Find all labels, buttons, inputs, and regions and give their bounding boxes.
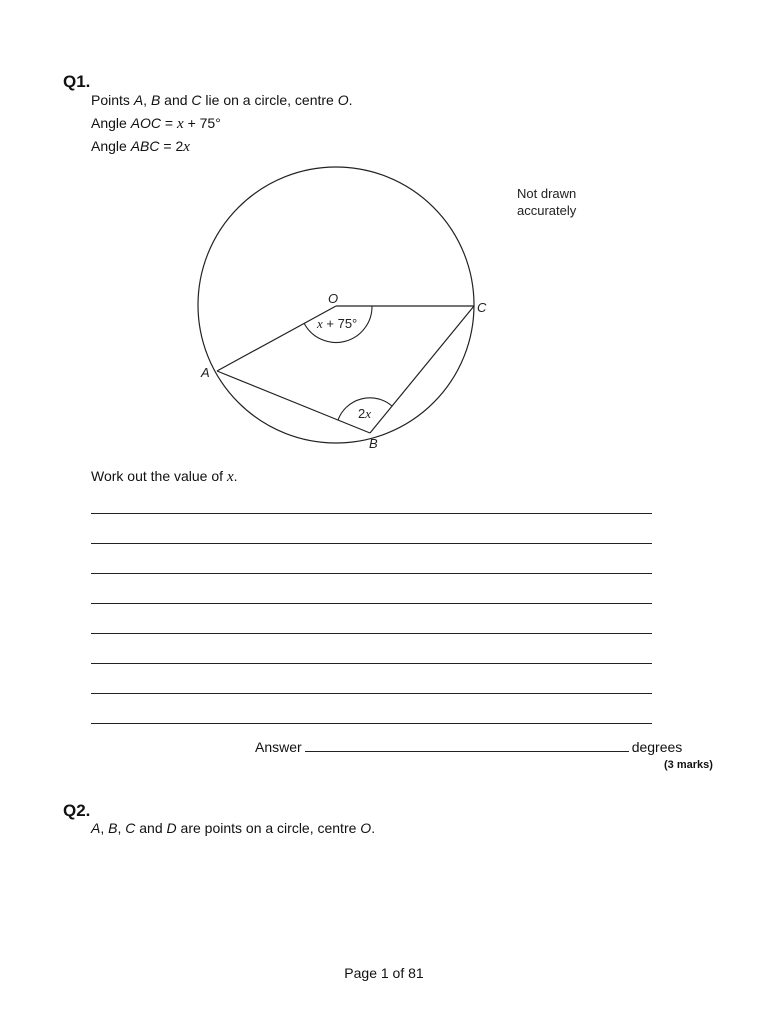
working-line[interactable] — [91, 723, 652, 724]
question-1-label: Q1. — [63, 72, 91, 91]
working-line[interactable] — [91, 573, 652, 574]
working-line[interactable] — [91, 513, 652, 514]
stmt-text: , — [100, 820, 109, 836]
stmt-text: and — [160, 92, 192, 108]
variable-x: x — [317, 316, 323, 331]
equals-sign: = — [161, 115, 178, 131]
not-drawn-note-line1: Not drawn — [517, 186, 577, 201]
answer-label: Answer — [255, 739, 302, 755]
circle-theorem-diagram — [0, 0, 768, 470]
stmt-text: are points on a circle, centre — [176, 820, 361, 836]
q2-statement — [91, 820, 375, 837]
working-line[interactable] — [91, 693, 652, 694]
working-line[interactable] — [91, 663, 652, 664]
variable-x: x — [177, 116, 184, 132]
point-a: A — [91, 820, 101, 836]
stmt-text: . — [348, 92, 353, 108]
point-d: D — [166, 820, 177, 836]
angle-name: ABC — [130, 138, 160, 154]
stmt-text: . — [371, 820, 376, 836]
label-c: C — [477, 300, 487, 315]
stmt-text: , — [143, 92, 151, 108]
point-o: O — [337, 92, 349, 108]
point-o: O — [360, 820, 372, 836]
stmt-text: and — [135, 820, 167, 836]
variable-x: x — [226, 469, 234, 485]
angle-expression: = 2 — [159, 138, 184, 154]
point-a: A — [133, 92, 144, 108]
label-b: B — [369, 436, 378, 451]
q1-marks: (3 marks) — [664, 759, 713, 771]
working-line[interactable] — [91, 633, 652, 634]
angle-prefix: Angle — [91, 138, 131, 154]
point-b: B — [150, 92, 161, 108]
label-o: O — [328, 291, 339, 306]
chord-ab — [217, 371, 370, 433]
point-b: B — [108, 820, 118, 836]
angle-expression: + 75° — [322, 316, 358, 331]
not-drawn-note-line2: accurately — [517, 203, 577, 218]
coefficient: 2 — [358, 406, 366, 421]
answer-field[interactable] — [305, 738, 629, 752]
stmt-text: , — [117, 820, 126, 836]
working-line[interactable] — [91, 603, 652, 604]
prompt-text: Work out the value of — [91, 468, 227, 484]
working-line[interactable] — [91, 543, 652, 544]
answer-unit: degrees — [631, 739, 683, 755]
stmt-text: lie on a circle, centre — [201, 92, 338, 108]
angle-name: AOC — [130, 115, 162, 131]
variable-x: x — [183, 139, 190, 155]
stmt-text: Points — [91, 92, 134, 108]
question-2-label: Q2. — [63, 801, 91, 820]
point-c: C — [125, 820, 136, 836]
angle-expression: + 75° — [183, 115, 221, 131]
angle-prefix: Angle — [91, 115, 131, 131]
label-a: A — [201, 365, 210, 380]
point-c: C — [191, 92, 202, 108]
prompt-end: . — [233, 468, 238, 484]
angle-o-label — [316, 316, 357, 331]
angle-b-label — [358, 406, 371, 421]
q1-prompt — [91, 468, 238, 486]
page-number: Page 1 of 81 — [344, 965, 424, 981]
answer-row — [255, 738, 682, 756]
variable-x: x — [365, 406, 372, 421]
